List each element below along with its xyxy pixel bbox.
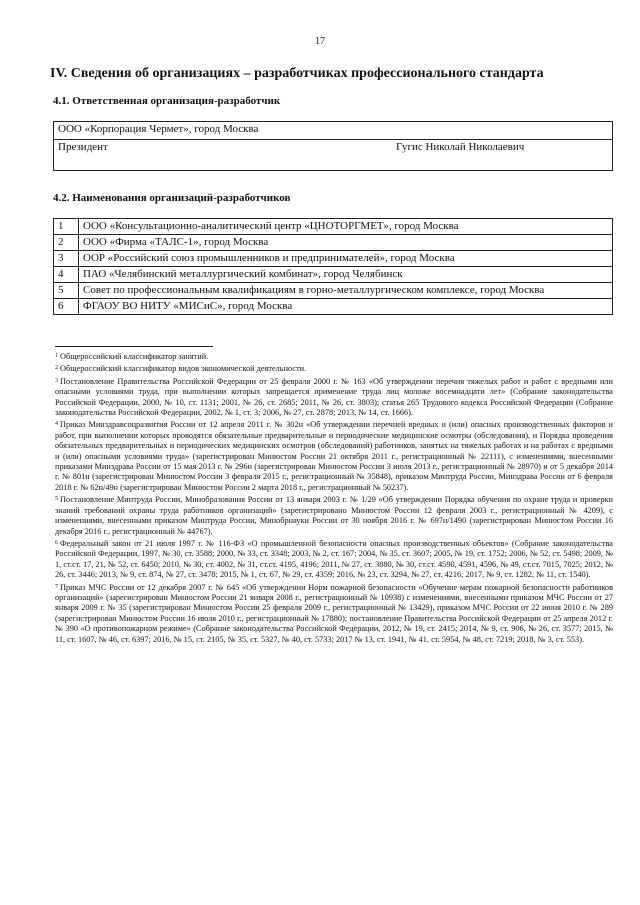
footnote-mark: 6 [55, 539, 58, 546]
responsible-table [53, 121, 613, 171]
footnote [55, 419, 613, 493]
row-number: 6 [54, 299, 79, 315]
footnote-mark: 2 [55, 365, 58, 372]
table-row [54, 251, 613, 267]
page-number: 17 [315, 36, 325, 47]
footnote-text: Федеральный закон от 21 июля 1997 г. № 116-ФЗ «О промышленной безопасности опасных производственных объектов» (Собрание законодательства Российской Федерации, 1997, № 30, ст. 3588; 2000, № 33, ст. 3348; 2003, № 2, ст. 167; 2004, № 35, ст. 3607; 2005, № 19, ст. 1752; 2006, № 52, ст. 5498; 2009, № 1, ст.ст. 17, 21, № 52, ст. 6450; 2010, № 30, ст. 4002, № 31, ст.ст. 4195, 4196; 2011, № 27, ст. 3880, № 30, ст.ст. 4590, 4591, 4596, № 49, ст.ст. 7015, 7025; 2012, № 26, ст. 3446; 2013, № 9, ст. 874, № 27, ст. 3478; 2015, № 1, ст. 67, № 29, ст. 4359; 2016, № 23, ст. 3294, № 27, ст. 4216; 2017, № 9, ст. 1282, № 11, ст. 1540). [55, 538, 613, 580]
footnote [55, 363, 613, 374]
table-row [54, 140, 613, 171]
table-row [54, 283, 613, 299]
table-row [54, 267, 613, 283]
footnote-divider [55, 346, 213, 347]
footnote-mark: 3 [55, 377, 58, 384]
footnote [55, 538, 613, 581]
developers-table [53, 218, 613, 315]
footnote-text: Приказ Минздравсоцразвития России от 12 апреля 2011 г. № 302н «Об утверждении перечней вредных и (или) опасных производственных факторов и работ, при выполнении которых проводятся обязательные предварительные и периодические медицинские осмотры (обследования), и Порядка проведения обязательных предварительных и периодических медицинских осмотров (обследований) работников, занятых на тяжелых работах и на работах с вредными и (или) опасными условиями труда» (зарегистрирован Минюстом России 21 октября 2011 г., регистрационный № 22111), с изменениями, внесенными приказами Минздрава России от 15 мая 2013 г. № 296н (зарегистрирован Минюстом России 3 июля 2013 г., регистрационный № 28970) и от 5 декабря 2014 г. № 801н (зарегистрирован Минюстом России 3 февраля 2015 г., регистрационный № 35848), приказом Минтруда России, Минздрава России от 6 февраля 2018 г. № 62н/49н (зарегистрирован Минюстом России 2 марта 2018 г., регистрационный № 50237). [55, 420, 613, 492]
table-row [54, 219, 613, 235]
footnote-text: Постановление Минтруда России, Минобразования России от 13 января 2003 г. № 1/29 «Об утверждении Порядка обучения по охране труда и проверки знаний требований охраны труда работников организаций» (зарегистрировано Минюстом России 12 февраля 2003 г., регистрационный № 4209), с изменениями, внесенными приказом Минтруда России, Минобрнауки России от 30 ноября 2016 г. № 697н/1490 (зарегистрирован Минюстом России 16 декабря 2016 г., регистрационный № 44767). [55, 495, 613, 536]
footnote [55, 376, 613, 419]
footnote-text: Общероссийский классификатор видов экономической деятельности. [60, 364, 307, 374]
footnote [55, 582, 613, 645]
footnote-text: Приказ МЧС России от 12 декабря 2007 г. № 645 «Об утверждении Норм пожарной безопасности «Обучение мерам пожарной безопасности работников организаций» (зарегистрирован Минюстом России 21 января 2008 г., регистрационный № 10938) с изменениями, внесенными приказом МЧС России от 27 января 2009 г. № 35 (зарегистрирован Минюстом России 25 февраля 2009 г., регистрационный № 13429), приказом МЧС России от 22 июня 2010 г. № 289 (зарегистрирован Минюстом России 16 июля 2010 г., регистрационный № 17880); постановление Правительства Российской Федерации от 25 апреля 2012 г. № 390 «О противопожарном режиме» (Собрание законодательства Российской Федерации, 2012, № 19, ст. 2415; 2014, № 9, ст. 906, № 26, ст. 3577; 2015, № 11, ст. 1607, № 46, ст. 6397; 2016, № 15, ст. 2105, № 35, ст. 5327, № 40, ст. 5733; 2017 № 13, ст. 1941, № 41, ст. 5954, № 48, ст. 7219; 2018, № 3, ст. 553). [55, 582, 613, 644]
footnotes [55, 351, 613, 646]
table-row [54, 122, 613, 140]
table-row [54, 299, 613, 315]
organization-name: ООО «Фирма «ТАЛС-1», город Москва [79, 235, 613, 251]
responsible-organization: ООО «Корпорация Чермет», город Москва [54, 122, 613, 140]
section-title: IV. Сведения об организациях – разработчиках профессионального стандарта [50, 66, 544, 81]
organization-name: ООР «Российский союз промышленников и предпринимателей», город Москва [79, 251, 613, 267]
row-number: 2 [54, 235, 79, 251]
table-row [54, 235, 613, 251]
organization-name: ПАО «Челябинский металлургический комбинат», город Челябинск [79, 267, 613, 283]
row-number: 1 [54, 219, 79, 235]
organization-name: ФГАОУ ВО НИТУ «МИСиС», город Москва [79, 299, 613, 315]
developers-heading: 4.2. Наименования организаций-разработчиков [53, 192, 291, 204]
row-number: 4 [54, 267, 79, 283]
footnote-text: Общероссийский классификатор занятий. [60, 352, 209, 361]
footnote-mark: 4 [55, 421, 58, 428]
row-number: 5 [54, 283, 79, 299]
responsible-position: Президент [54, 140, 393, 171]
footnote [55, 351, 613, 362]
organization-name: ООО «Консультационно-аналитический центр «ЦНОТОРГМЕТ», город Москва [79, 219, 613, 235]
footnote [55, 494, 613, 537]
footnote-mark: 5 [55, 496, 58, 503]
responsible-person: Гугис Николай Николаевич [392, 140, 613, 171]
row-number: 3 [54, 251, 79, 267]
responsible-heading: 4.1. Ответственная организация-разработчик [53, 95, 281, 107]
footnote-mark: 7 [55, 583, 58, 590]
organization-name: Совет по профессиональным квалификациям в горно-металлургическом комплексе, город Москва [79, 283, 613, 299]
footnote-text: Постановление Правительства Российской Федерации от 25 февраля 2000 г. № 163 «Об утверждении перечня тяжелых работ и работ с вредными или опасными условиями труда, при выполнении которых запрещается применение труда лиц моложе восемнадцати лет» (Собрание законодательства Российской Федерации, 2000, № 10, ст. 1131; 2001, № 26, ст. 2685; 2011, № 26, ст. 3803); статья 265 Трудового кодекса Российской Федерации (Собрание законодательства Российской Федерации, 2002, № 1, ст. 3; 2006, № 27, ст. 2878; 2013, № 14, ст. 1666). [55, 376, 613, 418]
footnote-mark: 1 [55, 353, 58, 359]
